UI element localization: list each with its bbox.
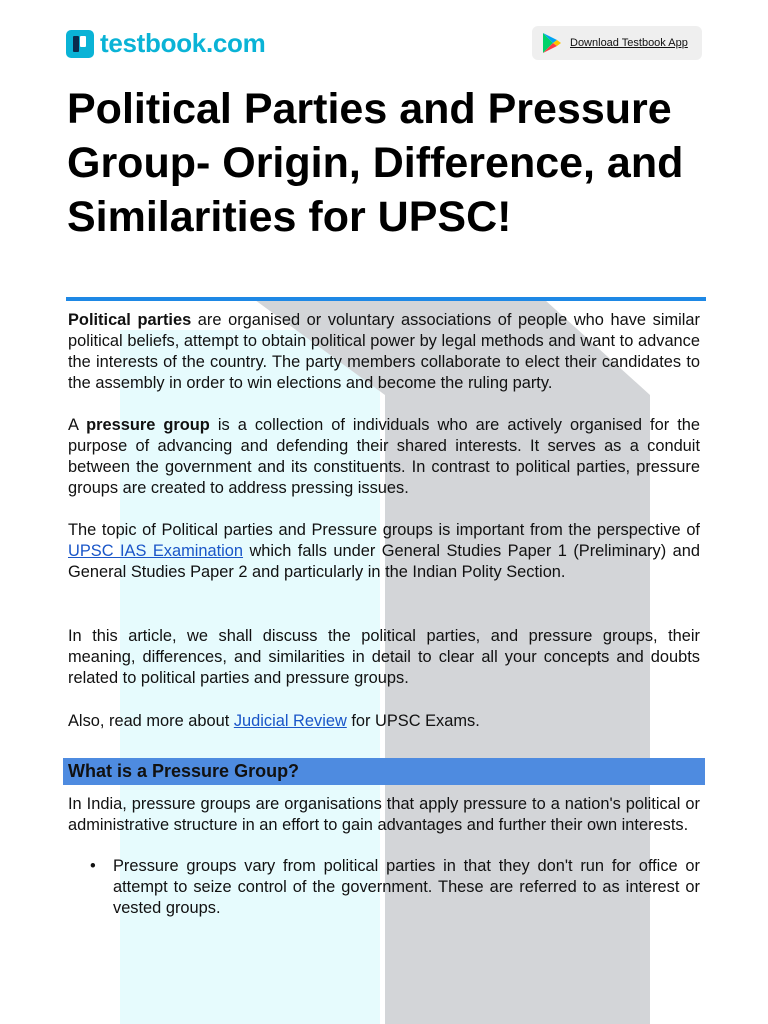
- download-app-label: Download Testbook App: [570, 37, 688, 49]
- read-more-after: for UPSC Exams.: [346, 712, 480, 730]
- judicial-review-link[interactable]: Judicial Review: [233, 712, 347, 730]
- read-more-paragraph: [68, 711, 700, 732]
- pressure-group-paragraph: [68, 415, 700, 499]
- political-parties-text: are organised or voluntary associations of people who have similar political beliefs, attempt to obtain political power by legal methods and want to advance the interests of the country. The party members collaborate to elect their candidates to the assembly in order to win elections and become the ruling party.: [68, 311, 700, 392]
- list-item: • Pressure groups vary from political parties in that they don't run for office or attempt to seize control of the government. These are referred to as interest or vested groups.: [90, 856, 700, 919]
- read-more-before: Also, read more about: [68, 712, 234, 730]
- testbook-logo[interactable]: [66, 28, 265, 59]
- testbook-logo-icon: [66, 30, 94, 58]
- section-heading-pressure-group: What is a Pressure Group?: [63, 758, 705, 785]
- upsc-relevance-before: The topic of Political parties and Pressure groups is important from the perspective of: [68, 521, 700, 539]
- title-underline: [66, 297, 706, 301]
- article-intro-paragraph: In this article, we shall discuss the political parties, and pressure groups, their meaning, differences, and similarities in detail to clear all your concepts and doubts related to political parties and pressure groups.: [68, 627, 700, 687]
- upsc-ias-examination-link[interactable]: UPSC IAS Examination: [68, 542, 244, 560]
- pressure-group-bullets: [90, 856, 700, 919]
- pressure-group-intro: In India, pressure groups are organisations that apply pressure to a nation's political or administrative structure in an effort to gain advantages and further their own interests.: [68, 795, 700, 834]
- pressure-group-prefix: A: [68, 416, 87, 434]
- upsc-relevance-paragraph: [68, 520, 700, 583]
- page-title: Political Parties and Pressure Group- Origin, Difference, and Similarities for UPSC!: [67, 85, 684, 241]
- pressure-group-term: pressure group: [86, 416, 210, 434]
- political-parties-paragraph: [68, 310, 700, 394]
- political-parties-term: Political parties: [68, 311, 192, 329]
- google-play-icon: [542, 32, 562, 54]
- logo-text: testbook.com: [100, 28, 266, 58]
- pressure-group-text: is a collection of individuals who are actively organised for the purpose of advancing and defending their shared interests. It serves as a conduit between the government and its constituents. In contrast to political parties, pressure groups are created to address pressing issues.: [68, 416, 700, 497]
- page-header: [66, 26, 702, 62]
- upsc-relevance-after: which falls under General Studies Paper 1 (Preliminary) and General Studies Paper 2 and particularly in the Indian Polity Section.: [68, 542, 700, 581]
- download-app-button[interactable]: [532, 26, 702, 60]
